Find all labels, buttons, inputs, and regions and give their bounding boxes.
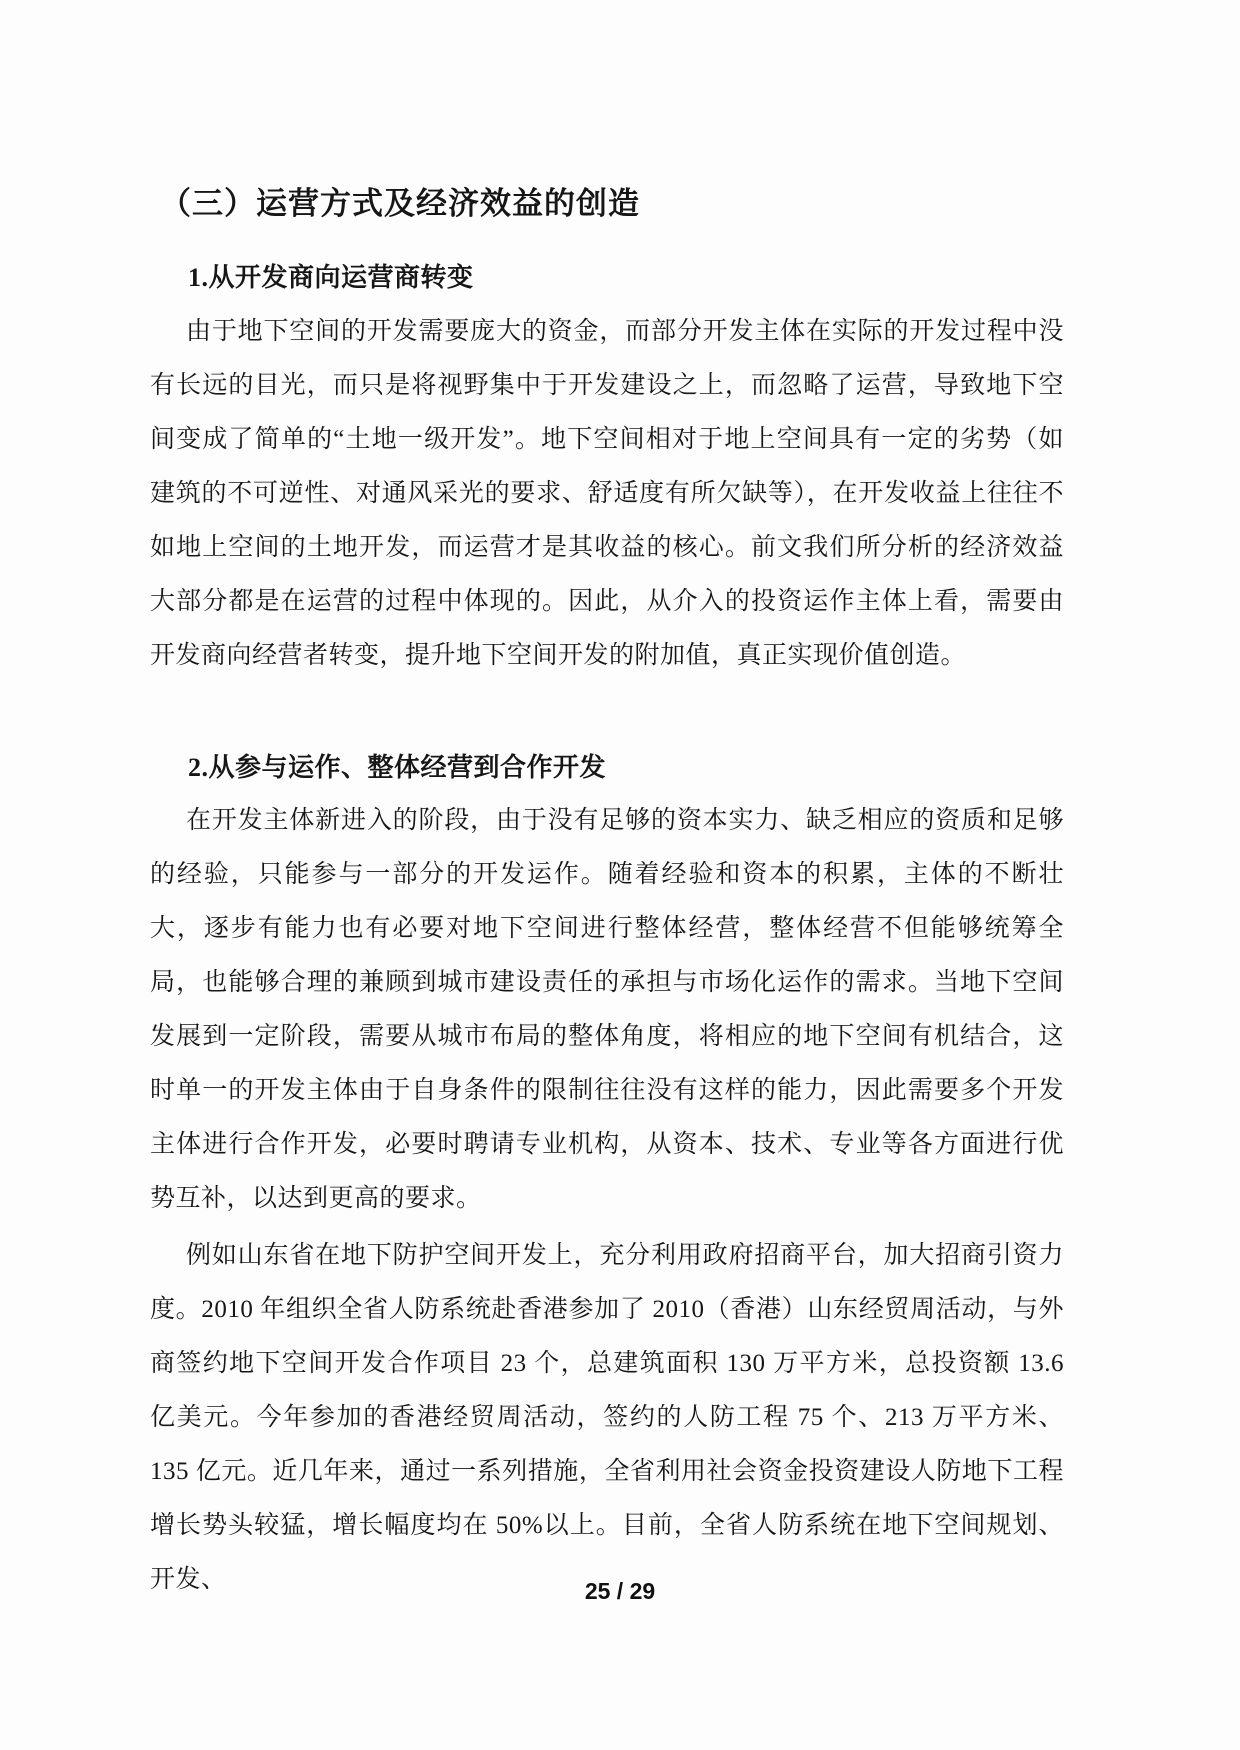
document-body xyxy=(150,186,1064,1607)
paragraph-2: 在开发主体新进入的阶段，由于没有足够的资本实力、缺乏相应的资质和足够的经验，只能参与一部分的开发运作。随着经验和资本的积累，主体的不断壮大，逐步有能力也有必要对地下空间进行整体经营，整体经营不但能够统筹全局，也能够合理的兼顾到城市建设责任的承担与市场化运作的需求。当地下空间发展到一定阶段，需要从城市布局的整体角度，将相应的地下空间有机结合，这时单一的开发主体由于自身条件的限制往往没有这样的能力，因此需要多个开发主体进行合作开发，必要时聘请专业机构，从资本、技术、专业等各方面进行优势互补，以达到更高的要求。 xyxy=(150,807,1064,1212)
paragraph-3: 例如山东省在地下防护空间开发上，充分利用政府招商平台，加大招商引资力度。2010 年组织全省人防系统赴香港参加了 2010（香港）山东经贸周活动，与外商签约地下空间开发合作项目 23 个，总建筑面积 130 万平方米，总投资额 13.6 亿美元。今年参加的香港经贸周活动，签约的人防工程 75 个、213 万平方米、135 亿元。近几年来，通过一系列措施，全省利用社会资金投资建设人防地下工程增长势头较猛，增长幅度均在 50%以上。目前，全省人防系统在地下空间规划、开发、 xyxy=(150,1242,1064,1593)
subsection-2-heading: 2.从参与运作、整体经营到合作开发 xyxy=(188,753,607,782)
paragraph-1: 由于地下空间的开发需要庞大的资金，而部分开发主体在实际的开发过程中没有长远的目光，而只是将视野集中于开发建设之上，而忽略了运营，导致地下空间变成了简单的“土地一级开发”。地下空间相对于地上空间具有一定的劣势（如建筑的不可逆性、对通风采光的要求、舒适度有所欠缺等），在开发收益上往往不如地上空间的土地开发，而运营才是其收益的核心。前文我们所分析的经济效益大部分都是在运营的过程中体现的。因此，从介入的投资运作主体上看，需要由开发商向经营者转变，提升地下空间开发的附加值，真正实现价值创造。 xyxy=(150,318,1064,669)
subsection-1-heading: 1.从开发商向运营商转变 xyxy=(188,263,474,292)
section-heading: （三）运营方式及经济效益的创造 xyxy=(160,186,640,221)
page-number: 25 / 29 xyxy=(584,1578,656,1604)
